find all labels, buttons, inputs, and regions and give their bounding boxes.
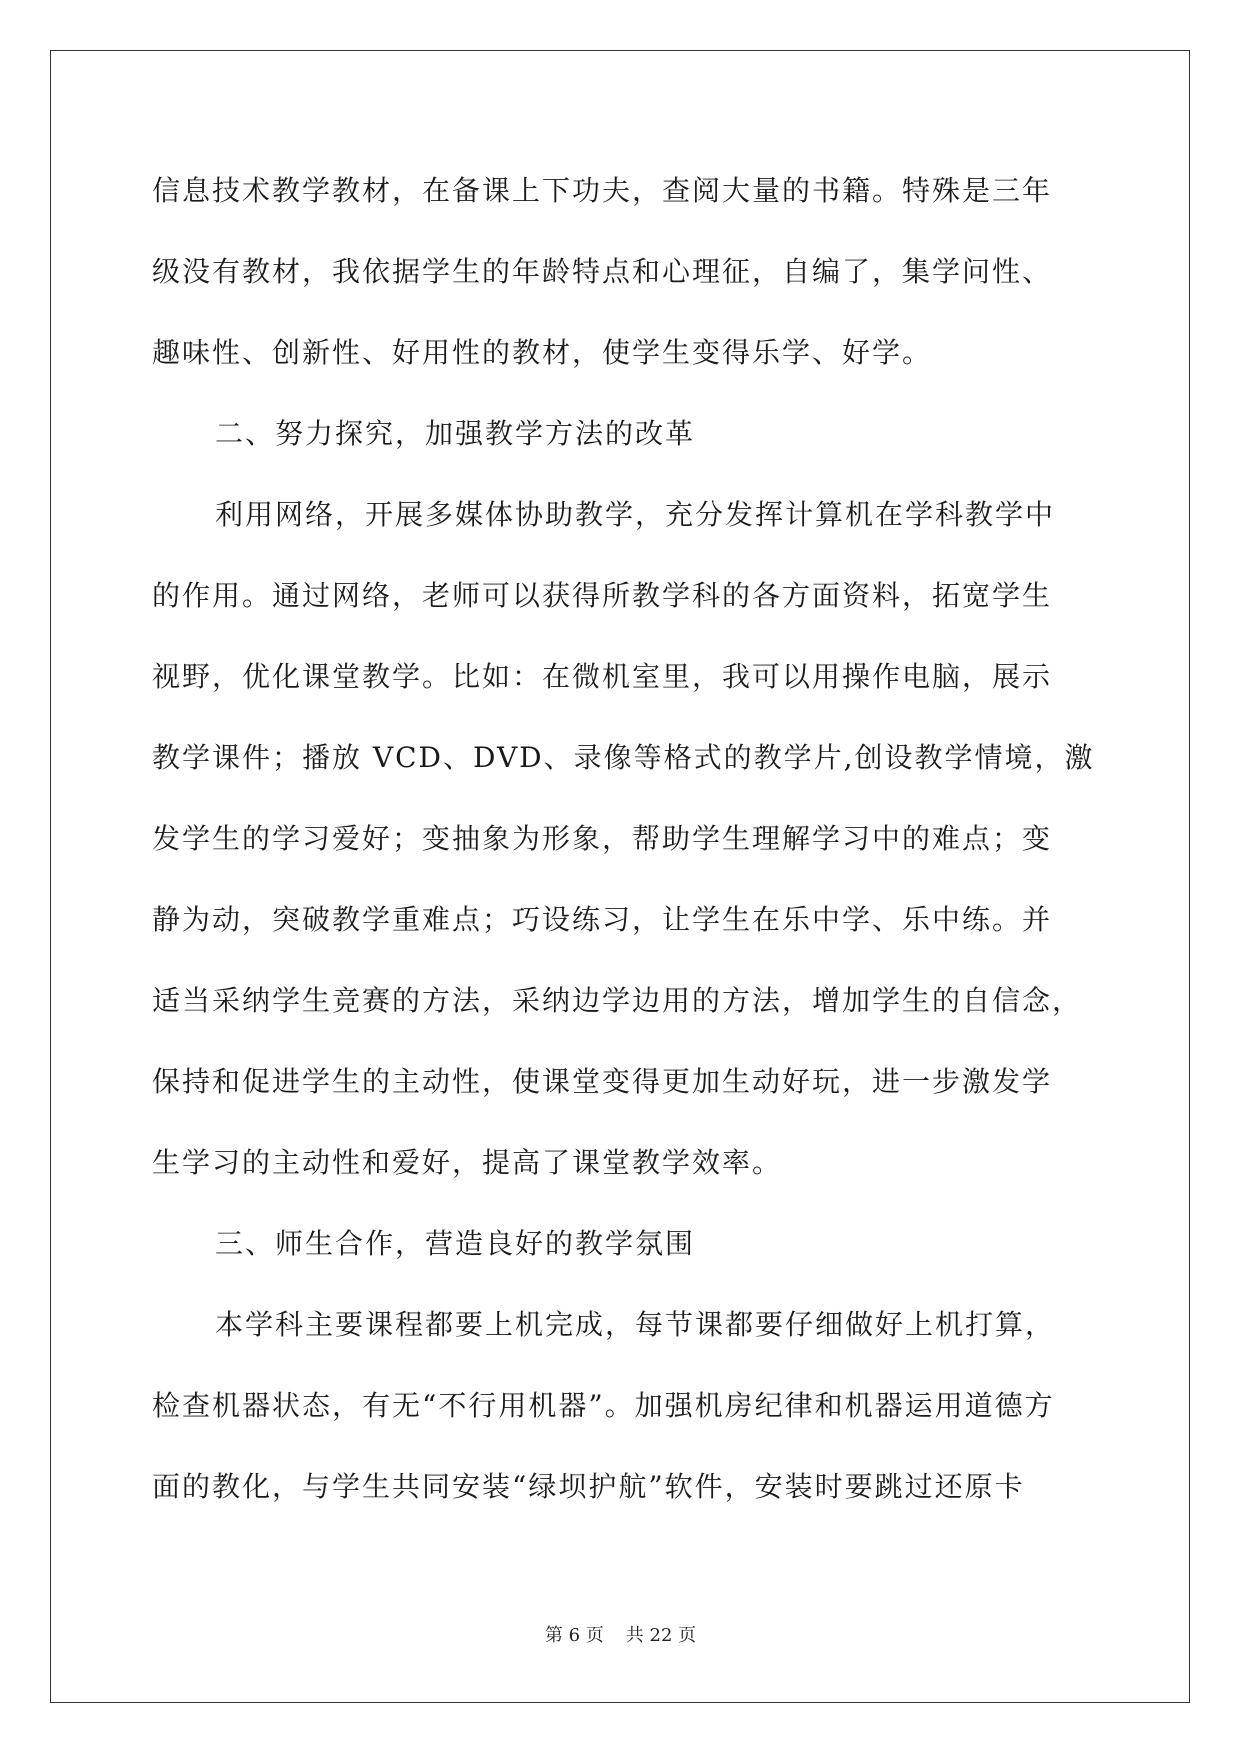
text-line: 发学生的学习爱好；变抽象为形象，帮助学生理解学习中的难点；变	[152, 822, 1053, 855]
text-line: 视野，优化课堂教学。比如：在微机室里，我可以用操作电脑，展示	[152, 660, 1053, 693]
text-line: 适当采纳学生竞赛的方法，采纳边学边用的方法，增加学生的自信念，	[152, 984, 1083, 1017]
page-footer	[0, 1624, 1241, 1648]
text-line: 检查机器状态，有无“不行用机器”。加强机房纪律和机器运用道德方	[152, 1389, 1055, 1422]
text-line: 生学习的主动性和爱好，提高了课堂教学效率。	[152, 1146, 783, 1179]
section-heading: 二、努力探究，加强教学方法的改革	[215, 417, 696, 450]
text-line: 静为动，突破教学重难点；巧设练习，让学生在乐中学、乐中练。并	[152, 903, 1053, 936]
text-line: 利用网络，开展多媒体协助教学，充分发挥计算机在学科教学中	[215, 498, 1056, 531]
page-border	[50, 50, 1190, 1703]
text-line: 信息技术教学教材，在备课上下功夫，查阅大量的书籍。特殊是三年	[152, 174, 1053, 207]
text-line: 的作用。通过网络，老师可以获得所教学科的各方面资料，拓宽学生	[152, 579, 1053, 612]
text-line: 面的教化，与学生共同安装“绿坝护航”软件，安装时要跳过还原卡	[152, 1470, 1025, 1503]
text-line: 教学课件；播放 VCD、DVD、录像等格式的教学片,创设教学情境，激	[152, 741, 1095, 774]
text-line: 本学科主要课程都要上机完成，每节课都要仔细做好上机打算，	[215, 1308, 1056, 1341]
page-total: 共 22 页	[625, 1625, 697, 1646]
section-heading: 三、师生合作，营造良好的教学氛围	[215, 1227, 696, 1260]
text-line: 保持和促进学生的主动性，使课堂变得更加生动好玩，进一步激发学	[152, 1065, 1053, 1098]
page-number: 第 6 页	[544, 1625, 604, 1646]
text-line: 级没有教材，我依据学生的年龄特点和心理征，自编了，集学问性、	[152, 255, 1053, 288]
text-line: 趣味性、创新性、好用性的教材，使学生变得乐学、好学。	[152, 336, 933, 369]
